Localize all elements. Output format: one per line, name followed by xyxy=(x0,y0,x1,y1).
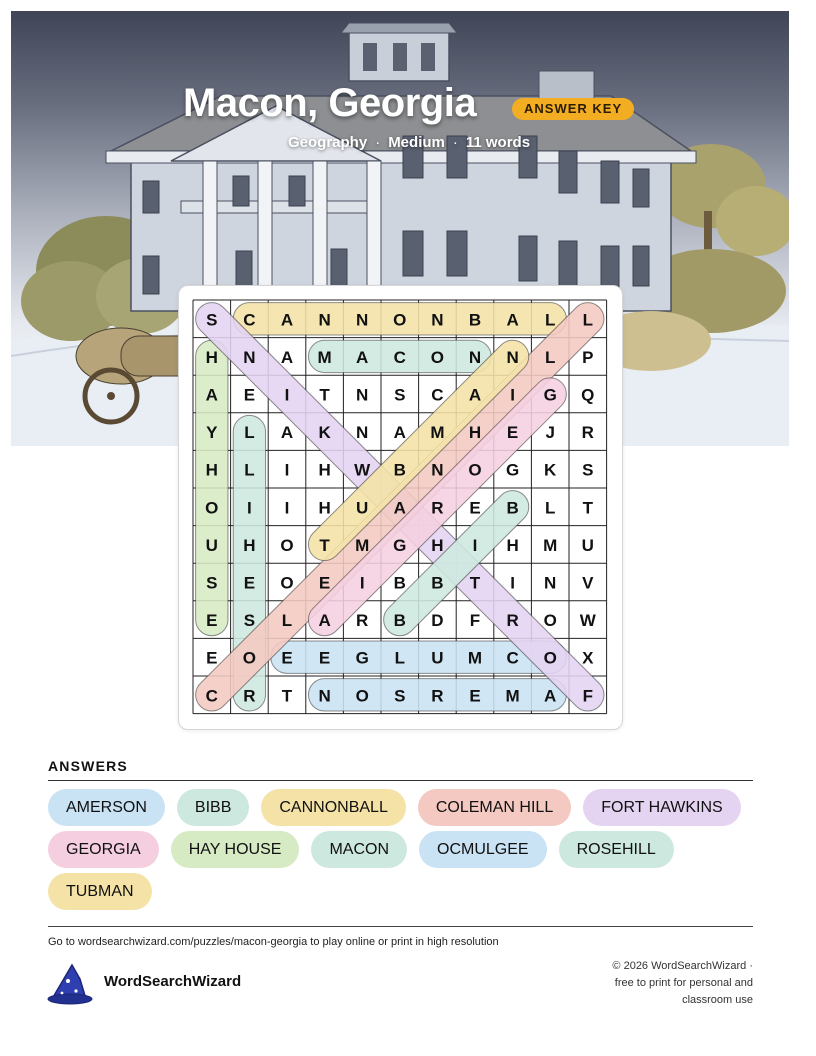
grid-letter: J xyxy=(545,423,555,443)
grid-letter: A xyxy=(280,310,294,330)
word-search-grid xyxy=(179,286,622,729)
grid-letter: L xyxy=(244,460,255,480)
grid-letter: A xyxy=(205,385,218,405)
difficulty-label: Medium xyxy=(388,134,445,151)
grid-letter: G xyxy=(355,648,369,668)
answer-chip: COLEMAN HILL xyxy=(418,789,571,826)
grid-letter: E xyxy=(243,573,256,593)
meta-separator: · xyxy=(452,134,458,151)
grid-letter: I xyxy=(510,385,515,405)
grid-letter: H xyxy=(506,535,519,555)
grid-letter: C xyxy=(431,385,444,405)
grid-letter: X xyxy=(582,648,594,668)
grid-letter: N xyxy=(356,423,369,443)
grid-letter: B xyxy=(431,573,444,593)
grid-letter: K xyxy=(318,423,331,443)
grid-letter: A xyxy=(280,347,294,367)
answers-divider xyxy=(48,780,753,781)
grid-letter: R xyxy=(581,423,594,443)
grid-letter: H xyxy=(205,460,218,480)
grid-letter: O xyxy=(468,460,482,480)
grid-letter: O xyxy=(280,573,294,593)
grid-letter: A xyxy=(468,385,482,405)
answer-chip: AMERSON xyxy=(48,789,165,826)
grid-letter: H xyxy=(243,535,256,555)
grid-letter: O xyxy=(355,686,369,706)
grid-letter: U xyxy=(581,535,594,555)
grid-letter: U xyxy=(356,498,369,518)
grid-letter: N xyxy=(431,310,444,330)
grid-letter: O xyxy=(393,310,407,330)
copyright-notice xyxy=(563,958,753,1009)
grid-letter: M xyxy=(543,535,558,555)
grid-letter: R xyxy=(431,686,444,706)
grid-letter: U xyxy=(431,648,444,668)
grid-letter: L xyxy=(244,423,255,443)
grid-letter: O xyxy=(430,347,445,367)
grid-letter: N xyxy=(468,347,482,367)
grid-letter: I xyxy=(359,573,365,593)
grid-letter: Y xyxy=(206,423,218,443)
grid-letter: K xyxy=(544,460,557,480)
grid-letter: T xyxy=(319,385,330,405)
answer-chip: GEORGIA xyxy=(48,831,159,868)
grid-letter: N xyxy=(356,385,369,405)
brand-name: WordSearchWizard xyxy=(104,973,242,990)
grid-letter: C xyxy=(243,310,256,330)
category-label: Geography xyxy=(288,134,368,151)
grid-letter: I xyxy=(247,498,252,518)
grid-letter: B xyxy=(393,573,406,593)
grid-letter: L xyxy=(394,648,405,668)
grid-letter: S xyxy=(582,460,594,480)
grid-letter: B xyxy=(393,611,406,631)
grid-letter: R xyxy=(356,611,369,631)
answers-heading: ANSWERS xyxy=(48,758,128,774)
grid-letter: H xyxy=(468,423,482,443)
grid-letter: N xyxy=(544,573,557,593)
grid-letter: W xyxy=(354,460,371,480)
answer-chip: ROSEHILL xyxy=(559,831,674,868)
grid-letter: C xyxy=(506,648,519,668)
grid-letter: O xyxy=(242,648,257,668)
grid-letter: O xyxy=(280,535,294,555)
grid-letter: S xyxy=(243,611,256,631)
grid-letter: E xyxy=(506,423,519,443)
grid-letter: M xyxy=(317,347,332,367)
answer-key-badge: ANSWER KEY xyxy=(512,98,634,120)
grid-letter: H xyxy=(205,347,218,367)
grid-letter: L xyxy=(281,611,293,631)
grid-letter: Q xyxy=(581,385,595,405)
grid-letter: B xyxy=(468,310,482,330)
grid-letter: I xyxy=(284,498,290,518)
grid-letter: E xyxy=(469,498,481,518)
grid-letter: T xyxy=(281,686,293,706)
grid-letter: E xyxy=(281,648,293,668)
grid-letter: G xyxy=(505,460,520,480)
grid-letter: M xyxy=(467,648,483,668)
grid-letter: I xyxy=(510,573,515,593)
grid-letter: N xyxy=(431,460,444,480)
grid-letter: E xyxy=(318,573,331,593)
answer-chip: HAY HOUSE xyxy=(171,831,300,868)
grid-letter: E xyxy=(206,611,218,631)
answer-chip: FORT HAWKINS xyxy=(583,789,741,826)
grid-letter: R xyxy=(506,611,519,631)
answers-list xyxy=(48,789,760,910)
grid-letter: T xyxy=(582,498,593,518)
grid-letter: F xyxy=(469,611,481,631)
page-title: Macon, Georgia xyxy=(183,81,477,125)
grid-letter: A xyxy=(506,310,519,330)
grid-letter: S xyxy=(394,686,406,706)
grid-letter: E xyxy=(206,648,218,668)
footer-divider xyxy=(48,926,753,927)
answer-chip: TUBMAN xyxy=(48,873,152,910)
grid-letter: G xyxy=(393,535,407,555)
answer-chip: MACON xyxy=(311,831,407,868)
grid-letter: O xyxy=(205,498,219,518)
grid-letter: S xyxy=(206,573,218,593)
grid-letter: T xyxy=(319,535,330,555)
grid-letter: E xyxy=(469,686,481,706)
grid-letter: N xyxy=(318,686,331,706)
answer-chip: BIBB xyxy=(177,789,249,826)
grid-letter: H xyxy=(318,460,331,480)
grid-letter: F xyxy=(582,686,593,706)
grid-letter: O xyxy=(543,611,557,631)
grid-letter: H xyxy=(318,498,331,518)
grid-letter: C xyxy=(205,686,218,706)
grid-letter: B xyxy=(506,498,519,518)
grid-letter: P xyxy=(582,347,594,367)
grid-letter: N xyxy=(243,347,256,367)
grid-letter: D xyxy=(431,611,444,631)
grid-letter: C xyxy=(393,347,406,367)
grid-letter: G xyxy=(543,385,557,405)
footer-note: Go to wordsearchwizard.com/puzzles/macon-georgia to play online or print in high resolution xyxy=(48,936,499,948)
grid-letter: I xyxy=(284,385,290,405)
grid-letter: L xyxy=(545,310,556,330)
copyright-line: classroom use xyxy=(682,994,753,1006)
grid-letter: U xyxy=(205,535,218,555)
grid-letter: R xyxy=(431,498,444,518)
grid-letter: I xyxy=(284,460,290,480)
grid-letter: N xyxy=(506,347,519,367)
grid-letter: H xyxy=(431,535,444,555)
word-count-label: 11 words xyxy=(465,134,531,151)
grid-letter: N xyxy=(356,310,369,330)
grid-letter: V xyxy=(582,573,594,593)
grid-letter: M xyxy=(505,686,520,706)
grid-letter: M xyxy=(430,423,445,443)
meta-separator: · xyxy=(375,134,381,151)
grid-letter: O xyxy=(543,648,557,668)
grid-letter: I xyxy=(472,535,478,555)
copyright-line: free to print for personal and xyxy=(614,977,753,989)
grid-letter: T xyxy=(469,573,481,593)
grid-letter: L xyxy=(582,310,593,330)
grid-letter: S xyxy=(206,310,218,330)
grid-letter: R xyxy=(243,686,256,706)
grid-letter: L xyxy=(545,498,556,518)
answer-chip: OCMULGEE xyxy=(419,831,547,868)
grid-letter: E xyxy=(318,648,331,668)
copyright-line: © 2026 WordSearchWizard · xyxy=(612,960,753,972)
puzzle-meta xyxy=(288,134,530,151)
grid-letter: W xyxy=(579,611,596,631)
grid-letter: L xyxy=(545,347,556,367)
puzzle-card xyxy=(178,285,623,730)
grid-letter: A xyxy=(393,498,406,518)
grid-letter: N xyxy=(318,310,331,330)
answer-chip: CANNONBALL xyxy=(261,789,405,826)
grid-letter: A xyxy=(544,686,557,706)
grid-letter: S xyxy=(394,385,406,405)
grid-letter: A xyxy=(318,611,331,631)
grid-letter: A xyxy=(356,347,369,367)
wizard-hat-icon xyxy=(46,963,96,1005)
grid-letter: A xyxy=(280,423,294,443)
grid-letter: B xyxy=(393,460,406,480)
grid-letter: M xyxy=(355,535,370,555)
grid-letter: E xyxy=(243,385,256,405)
grid-letter: A xyxy=(393,423,406,443)
